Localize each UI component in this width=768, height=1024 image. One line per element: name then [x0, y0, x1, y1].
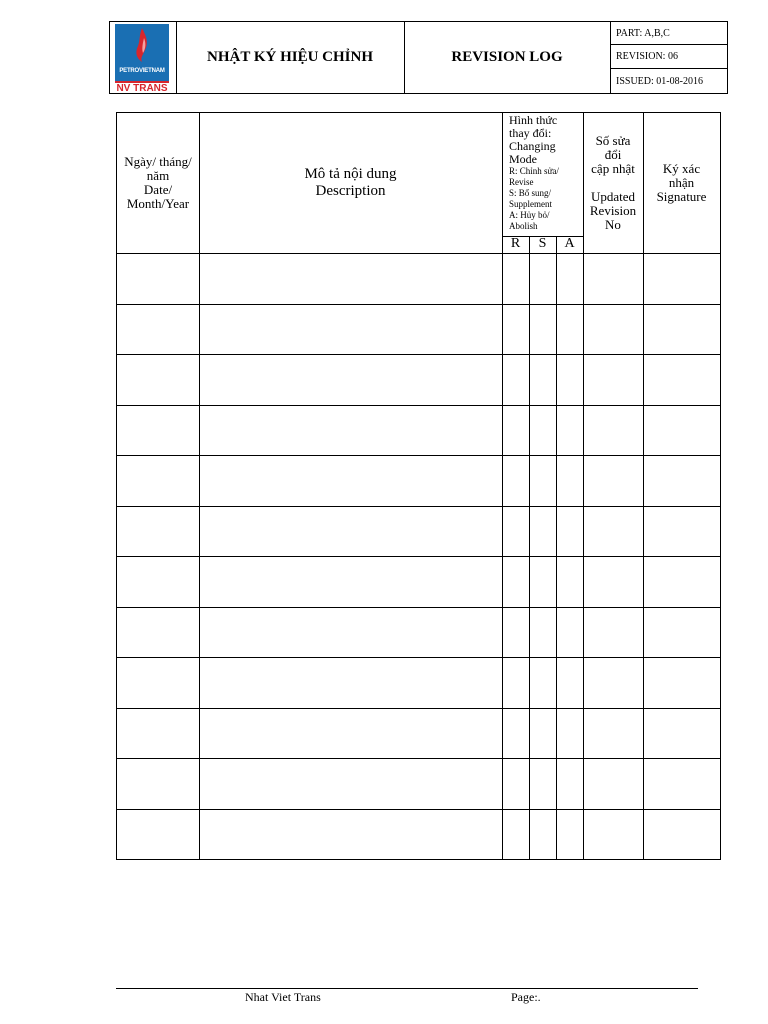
header-changing-mode	[509, 114, 587, 232]
table-row	[117, 607, 720, 608]
header-updated-line: Số sửa	[595, 133, 631, 148]
footer-divider	[116, 988, 698, 989]
header-date-line: Month/Year	[126, 196, 190, 211]
header-mode-note: Revise	[509, 177, 534, 187]
company-logo-cell	[110, 22, 177, 93]
header-updated-line: Revision	[589, 203, 637, 218]
petrovietnam-logo	[115, 24, 169, 94]
header-signature-line: nhận	[668, 175, 695, 190]
header-updated-line: cập nhật	[591, 161, 635, 176]
header-mode-note: S: Bổ sung/	[509, 188, 552, 198]
mode-code-a: A	[564, 236, 575, 251]
header-mode-line: Hình thức	[509, 113, 558, 127]
logo-bottom-text: NV TRANS	[116, 83, 168, 94]
header-signature	[643, 162, 720, 204]
table-row	[117, 506, 720, 507]
revision-field: REVISION: 06	[610, 45, 727, 69]
title-vietnamese: NHẬT KÝ HIỆU CHỈNH	[176, 22, 405, 93]
footer-company: Nhat Viet Trans	[245, 990, 321, 1004]
table-row	[117, 556, 720, 557]
table-row	[117, 405, 720, 406]
revision-log-table	[116, 112, 721, 860]
header-description-line: Mô tả nội dung	[304, 166, 397, 182]
header-mode-line: Changing	[509, 139, 556, 153]
header-mode-note: Supplement	[509, 199, 552, 209]
header-mode-note: Abolish	[509, 221, 538, 231]
col-divider-date	[199, 113, 200, 859]
table-row	[117, 354, 720, 355]
col-divider-s	[556, 236, 557, 859]
col-divider-r	[529, 236, 530, 859]
header-date-line: năm	[146, 168, 170, 183]
mode-code-r: R	[510, 236, 521, 251]
header-description	[199, 166, 502, 200]
header-updated-revision	[583, 134, 643, 232]
header-updated-line: Updated	[590, 189, 636, 204]
header-description-line: Description	[315, 183, 386, 199]
header-mode-line: thay đổi:	[509, 126, 552, 140]
table-row	[117, 657, 720, 658]
header-updated-line: đổi	[604, 147, 622, 162]
document-header	[109, 21, 728, 94]
header-signature-line: Signature	[656, 189, 707, 204]
logo-top-text: PETROVIETNAM	[119, 68, 165, 74]
table-row	[117, 304, 720, 305]
footer-page: Page:.	[511, 990, 541, 1004]
part-field: PART: A,B,C	[610, 22, 727, 45]
mode-code-s: S	[538, 236, 547, 251]
table-row	[117, 809, 720, 810]
table-row	[117, 253, 720, 254]
header-mode-line: Mode	[509, 152, 537, 166]
header-date-line: Ngày/ tháng/	[124, 154, 192, 169]
header-signature-line: Ký xác	[662, 161, 701, 176]
header-updated-line: No	[605, 217, 621, 232]
table-row	[117, 455, 720, 456]
document-meta	[610, 22, 727, 93]
header-mode-note: A: Hủy bỏ/	[509, 210, 550, 220]
issued-field: ISSUED: 01-08-2016	[616, 75, 703, 87]
header-date	[117, 155, 199, 211]
col-divider-updated	[643, 113, 644, 859]
header-date-line: Date/	[143, 182, 173, 197]
header-updated-spacer	[583, 176, 643, 190]
table-row	[117, 758, 720, 759]
title-english: REVISION LOG	[404, 22, 611, 93]
col-divider-desc	[502, 113, 503, 859]
table-row	[117, 708, 720, 709]
header-mode-note: R: Chỉnh sửa/	[509, 166, 559, 176]
flame-icon	[133, 28, 151, 62]
